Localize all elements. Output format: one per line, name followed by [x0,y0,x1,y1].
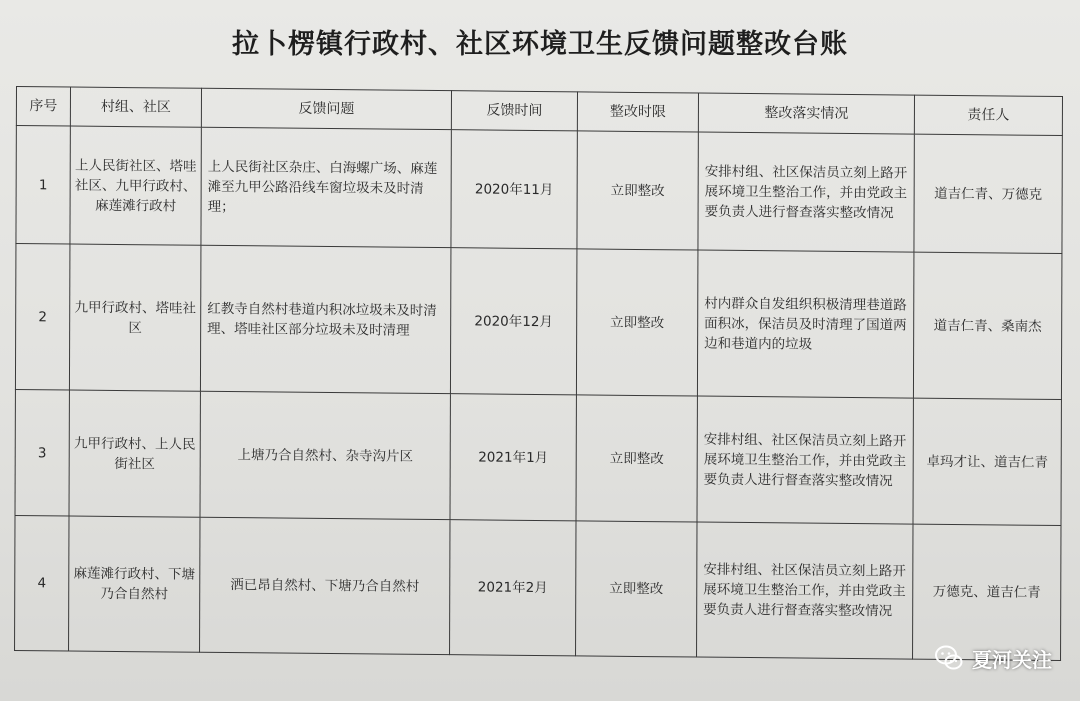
cell-time: 2021年2月 [450,520,576,656]
watermark [934,643,1052,673]
cell-person: 万德克、道吉仁青 [913,524,1061,660]
cell-community: 九甲行政村、上人民街社区 [69,390,200,517]
ledger-table-wrapper [14,86,1062,661]
cell-person: 卓玛才让、道吉仁青 [913,398,1061,525]
cell-deadline: 立即整改 [576,521,697,657]
page-title: 拉卜楞镇行政村、社区环境卫生反馈问题整改台账 [232,29,848,60]
header-person: 责任人 [914,95,1062,135]
cell-action: 安排村组、社区保洁员立刻上路开展环境卫生整治工作，并由党政主要负责人进行督查落实整改情况 [697,522,913,659]
cell-no: 3 [15,389,69,516]
cell-no: 1 [16,126,70,245]
cell-issue: 上人民街社区杂庄、白海螺广场、麻莲滩至九甲公路沿线车窗垃圾未及时清理； [201,127,451,247]
table-row [15,515,1061,660]
watermark-text: 夏河关注 [972,647,1052,672]
header-community: 村组、社区 [70,87,201,127]
cell-no: 2 [15,244,70,391]
cell-time: 2020年11月 [451,130,577,249]
table-row [15,244,1062,400]
cell-deadline: 立即整改 [577,131,698,250]
header-issue: 反馈问题 [201,88,451,129]
cell-community: 麻莲滩行政村、下塘乃合自然村 [69,516,200,652]
header-no: 序号 [16,87,70,127]
cell-issue: 洒已昂自然村、下塘乃合自然村 [200,517,450,654]
cell-no: 4 [15,515,69,651]
cell-community: 九甲行政村、塔哇社区 [69,244,201,391]
ledger-table [14,86,1063,661]
cell-issue: 上塘乃合自然村、杂寺沟片区 [200,391,450,519]
table-row [15,389,1061,525]
header-deadline: 整改时限 [577,92,698,132]
cell-time: 2021年1月 [450,394,576,521]
cell-action: 安排村组、社区保洁员立刻上路开展环境卫生整治工作，并由党政主要负责人进行督查落实整改情况 [697,396,913,524]
cell-person: 道吉仁青、桑南杰 [913,252,1062,399]
cell-person: 道吉仁青、万德克 [914,134,1062,253]
cell-action: 安排村组、社区保洁员立刻上路开展环境卫生整治工作，并由党政主要负责人进行督查落实整改情况 [698,132,914,252]
header-action: 整改落实情况 [698,93,914,134]
wechat-icon [934,643,964,673]
cell-community: 上人民街社区、塔哇社区、九甲行政村、麻莲滩行政村 [70,126,201,245]
cell-action: 村内群众自发组织积极清理巷道路面积冰，保洁员及时清理了国道两边和巷道内的垃圾 [697,250,914,398]
cell-issue: 红教寺自然村巷道内积冰垃圾未及时清理、塔哇社区部分垃圾未及时清理 [200,245,451,393]
cell-time: 2020年12月 [450,248,577,395]
table-row [16,126,1062,254]
header-time: 反馈时间 [451,91,577,131]
cell-deadline: 立即整改 [576,395,697,522]
cell-deadline: 立即整改 [576,249,698,396]
